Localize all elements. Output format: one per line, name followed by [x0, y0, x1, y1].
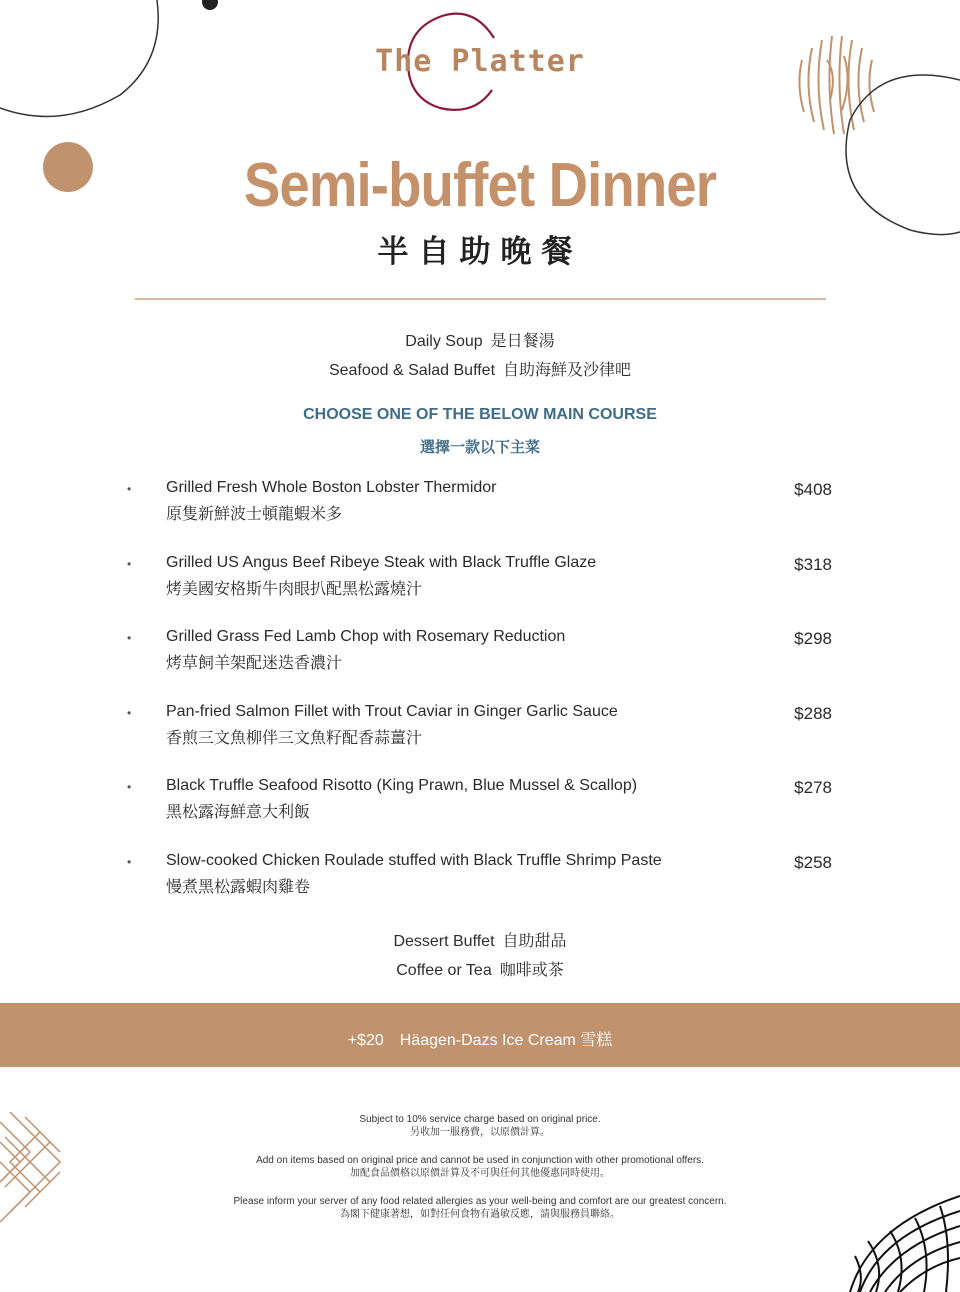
note-allergy-zh: 為閣下健康著想，如對任何食物有過敏反應，請與服務員聯絡。 — [340, 1209, 620, 1220]
note-allergy-en: Please inform your server of any food related allergies as your well-being and comfort are our greatest concern. — [233, 1196, 727, 1207]
main-course-heading: CHOOSE ONE OF THE BELOW MAIN COURSE — [303, 406, 657, 423]
bullet-icon: • — [127, 631, 132, 645]
bullet-icon: • — [127, 780, 132, 794]
menu-item-price: $318 — [794, 555, 832, 574]
closing-coffee-en: Coffee or Tea — [396, 962, 492, 979]
note-service-charge — [0, 1113, 960, 1139]
note-add-on-zh: 加配食品價格以原價計算及不可與任何其他優惠同時使用。 — [350, 1168, 610, 1179]
menu-item-name: Grilled Fresh Whole Boston Lobster Thermidor — [166, 479, 497, 496]
intro-soup — [0, 328, 960, 351]
intro-buffet-en: Seafood & Salad Buffet — [328, 362, 496, 379]
closing-dessert-zh: 自助甜品 — [502, 933, 567, 950]
note-add-on-en: Add on items based on original price and cannot be used in conjunction with other promotional offers. — [256, 1155, 704, 1166]
addon-price: +$20 — [347, 1032, 384, 1049]
menu-item-name-zh: 香煎三文魚柳伴三文魚籽配香蒜薑汁 — [166, 730, 423, 747]
intro-buffet-zh: 自助海鮮及沙律吧 — [503, 362, 632, 379]
menu-item-price: $298 — [794, 629, 832, 648]
menu-item-name: Black Truffle Seafood Risotto (King Prawn, Blue Mussel & Scallop) — [166, 777, 638, 794]
bullet-icon: • — [127, 557, 132, 571]
bullet-icon: • — [127, 706, 132, 720]
logo-text: The Platter — [375, 44, 585, 79]
menu-item-name-zh: 原隻新鮮波士頓龍蝦米多 — [166, 506, 343, 523]
menu-item — [0, 777, 960, 827]
menu-item-name-zh: 烤美國安格斯牛肉眼扒配黑松露燒汁 — [166, 581, 423, 598]
closing-dessert-en: Dessert Buffet — [393, 933, 495, 950]
menu-item-name-zh: 慢煮黑松露蝦肉雞卷 — [166, 879, 311, 896]
menu-item-name-zh: 黑松露海鮮意大利飯 — [166, 804, 311, 821]
menu-item — [0, 554, 960, 604]
main-course-heading-zh: 選擇一款以下主菜 — [419, 439, 540, 456]
intro-buffet — [0, 357, 960, 380]
page-title: Semi-buffet Dinner — [243, 151, 717, 220]
menu-item-price: $278 — [794, 778, 832, 797]
addon-label: Häagen-Dazs Ice Cream 雪糕 — [399, 1032, 613, 1049]
menu-item-price: $288 — [794, 704, 832, 723]
menu-item-price: $408 — [794, 480, 832, 499]
addon-text — [0, 1027, 960, 1050]
note-service-charge-zh: 另收加一服務費，以原價計算。 — [410, 1127, 550, 1138]
bullet-icon: • — [127, 855, 132, 869]
menu-item-name: Grilled US Angus Beef Ribeye Steak with Black Truffle Glaze — [166, 554, 597, 571]
menu-item — [0, 703, 960, 753]
menu-item-name: Slow-cooked Chicken Roulade stuffed with Black Truffle Shrimp Paste — [166, 852, 662, 869]
menu-item-name-zh: 烤草飼羊架配迷迭香濃汁 — [166, 655, 343, 672]
closing-dessert — [0, 928, 960, 951]
addon-band — [0, 1003, 960, 1067]
intro-soup-en: Daily Soup — [405, 333, 483, 350]
closing-coffee-zh: 咖啡或茶 — [499, 962, 564, 979]
bullet-icon: • — [127, 482, 132, 496]
menu-item — [0, 628, 960, 678]
note-allergy — [0, 1195, 960, 1221]
note-add-on — [0, 1154, 960, 1180]
note-service-charge-en: Subject to 10% service charge based on original price. — [359, 1114, 601, 1125]
menu-item — [0, 479, 960, 529]
menu-item-price: $258 — [794, 853, 832, 872]
menu-item — [0, 852, 960, 902]
menu-item-name: Pan-fried Salmon Fillet with Trout Caviar in Ginger Garlic Sauce — [166, 703, 618, 720]
intro-soup-zh: 是日餐湯 — [490, 333, 555, 350]
page-subtitle: 半自助晚餐 — [377, 234, 583, 269]
divider — [135, 298, 826, 300]
decorative-dot-black — [202, 0, 218, 10]
closing-coffee — [0, 957, 960, 980]
menu-item-name: Grilled Grass Fed Lamb Chop with Rosemary Reduction — [166, 628, 566, 645]
